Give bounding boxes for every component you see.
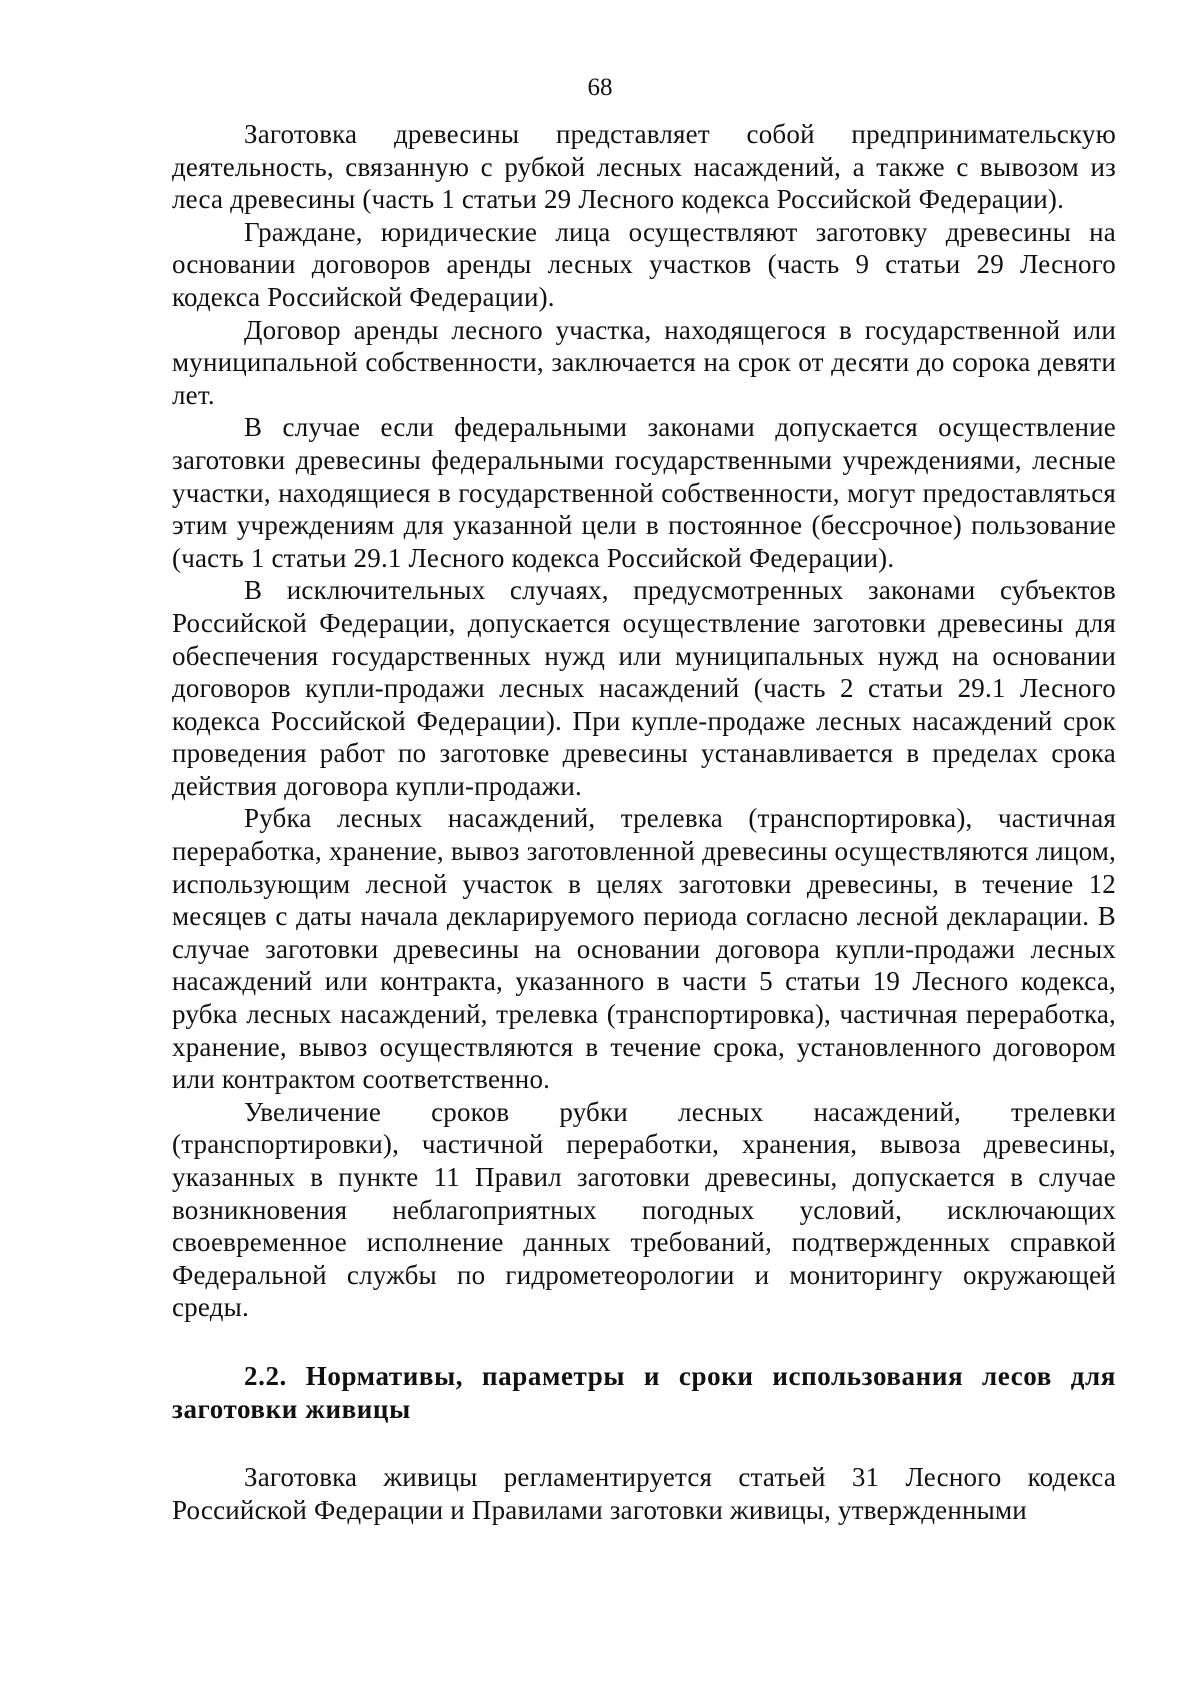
- paragraph-exceptional-cases: В исключительных случаях, предусмотренных законами субъектов Российской Федерации, допускается осуществление заготовки древесины для обеспечения государственных нужд или муниципальных нужд на основании договоров купли-продажи лесных насаждений (часть 2 статьи 29.1 Лесного кодекса Российской Федерации). При купле-продаже лесных насаждений срок проведения работ по заготовке древесины устанавливается в пределах срока действия договора купли-продажи.: [172, 575, 1116, 801]
- paragraph-lease-term: Договор аренды лесного участка, находящегося в государственной или муниципальной собственности, заключается на срок от десяти до сорока девяти лет.: [172, 314, 1116, 410]
- section-heading: 2.2. Нормативы, параметры и сроки использования лесов для заготовки живицы: [172, 1360, 1116, 1424]
- body-text: [172, 118, 1116, 1526]
- paragraph-term-extension: Увеличение сроков рубки лесных насаждений, трелевки (транспортировки), частичной переработки, хранения, вывоза древесины, указанных в пункте 11 Правил заготовки древесины, допускается в случае возникновения неблагоприятных погодных условий, исключающих своевременное исполнение данных требований, подтвержденных справкой Федеральной службы по гидрометеорологии и мониторингу окружающей среды.: [172, 1096, 1116, 1323]
- paragraph-felling-terms: Рубка лесных насаждений, трелевка (транспортировка), частичная переработка, хранение, вывоз заготовленной древесины осуществляются лицом, использующим лесной участок в целях заготовки древесины, в течение 12 месяцев с даты начала декларируемого периода согласно лесной декларации. В случае заготовки древесины на основании договора купли-продажи лесных насаждений или контракта, указанного в части 5 статьи 19 Лесного кодекса, рубка лесных насаждений, трелевка (транспортировка), частичная переработка, хранение, вывоз осуществляются в течение срока, установленного договором или контрактом соответственно.: [172, 803, 1116, 1095]
- paragraph-lease-basis: Граждане, юридические лица осуществляют заготовку древесины на основании договоров аренды лесных участков (часть 9 статьи 29 Лесного кодекса Российской Федерации).: [172, 216, 1116, 312]
- paragraph-resin-harvesting: Заготовка живицы регламентируется статьей 31 Лесного кодекса Российской Федерации и Правилами заготовки живицы, утвержденными: [172, 1462, 1116, 1525]
- paragraph-federal-institutions: В случае если федеральными законами допускается осуществление заготовки древесины федеральными государственными учреждениями, лесные участки, находящиеся в государственной собственности, могут предоставляться этим учреждениям для указанной цели в постоянное (бессрочное) пользование (часть 1 статьи 29.1 Лесного кодекса Российской Федерации).: [172, 412, 1116, 573]
- page-number: 68: [587, 74, 613, 101]
- paragraph-wood-harvesting-definition: Заготовка древесины представляет собой предпринимательскую деятельность, связанную с рубкой лесных насаждений, а также с вывозом из леса древесины (часть 1 статьи 29 Лесного кодекса Российской Федерации).: [172, 119, 1116, 215]
